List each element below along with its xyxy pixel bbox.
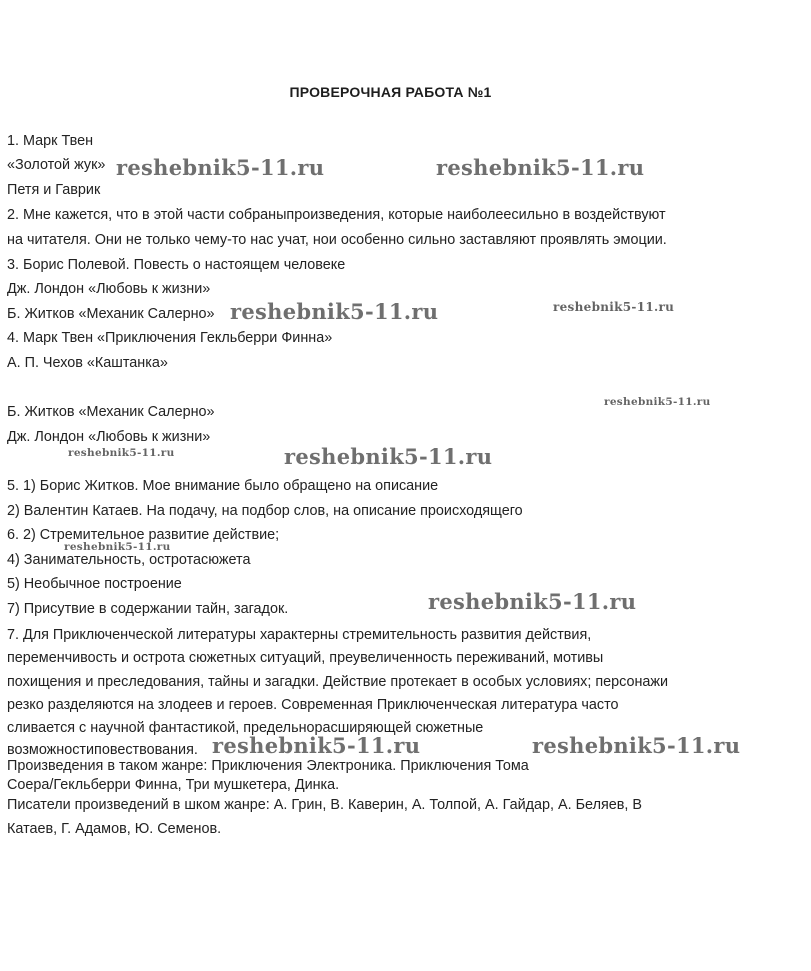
text-line: на читателя. Они не только чему-то нас учат, нои особенно сильно заставляют проявлять эмоции. — [7, 232, 667, 248]
text-line: «Золотой жук» — [7, 157, 106, 173]
text-line: 2) Валентин Катаев. На подачу, на подбор слов, на описание происходящего — [7, 503, 523, 519]
text-line: 1. Марк Твен — [7, 133, 94, 149]
text-line: Писатели произведений в шком жанре: А. Грин, В. Каверин, А. Толпой, А. Гайдар, А. Беляев, В — [7, 797, 643, 813]
text-line: Дж. Лондон «Любовь к жизни» — [7, 429, 211, 445]
watermark: reshebnik5-11.ru — [428, 589, 637, 614]
text-line: 7. Для Приключенческой литературы характерны стремительность развития действия, — [7, 627, 592, 643]
watermark: reshebnik5-11.ru — [64, 541, 171, 553]
text-line: резко разделяются на злодеев и героев. Современная Приключенческая литература часто — [7, 697, 619, 713]
text-line: 4. Марк Твен «Приключения Гекльберри Финна» — [7, 330, 333, 346]
watermark: reshebnik5-11.ru — [284, 444, 493, 469]
watermark: reshebnik5-11.ru — [68, 447, 175, 459]
text-line: Произведения в таком жанре: Приключения Электроника. Приключения Тома — [7, 758, 529, 774]
watermark: reshebnik5-11.ru — [116, 155, 325, 180]
watermark: reshebnik5-11.ru — [436, 155, 645, 180]
text-line: похищения и преследования, тайны и загадки. Действие протекает в особых условиях; персонажи — [7, 674, 669, 690]
text-line: 3. Борис Полевой. Повесть о настоящем человеке — [7, 257, 346, 273]
text-line: 2. Мне кажется, что в этой части собраныпроизведения, которые наиболеесильно в воздействуют — [7, 207, 666, 223]
watermark: reshebnik5-11.ru — [212, 733, 421, 758]
text-line: Петя и Гаврик — [7, 182, 101, 198]
watermark: reshebnik5-11.ru — [532, 733, 741, 758]
text-line: 4) Занимательность, остротасюжета — [7, 552, 251, 568]
watermark: reshebnik5-11.ru — [604, 396, 711, 408]
page-title: ПРОВЕРОЧНАЯ РАБОТА №1 — [289, 84, 492, 100]
text-line: Б. Житков «Механик Салерно» — [7, 404, 215, 420]
text-line: 5. 1) Борис Житков. Мое внимание было обращено на описание — [7, 478, 439, 494]
text-line: 5) Необычное построение — [7, 576, 182, 592]
watermark: reshebnik5-11.ru — [553, 300, 675, 314]
text-line: переменчивость и острота сюжетных ситуаций, преувеличенность переживаний, мотивы — [7, 650, 604, 666]
text-line: Катаев, Г. Адамов, Ю. Семенов. — [7, 821, 222, 837]
text-line: сливается с научной фантастикой, предельнорасширяющей сюжетные — [7, 720, 484, 736]
text-line: 6. 2) Стремительное развитие действие; — [7, 527, 280, 543]
text-line: возможностиповествования. — [7, 742, 198, 758]
text-line: А. П. Чехов «Каштанка» — [7, 355, 168, 371]
text-line: 7) Присутвие в содержании тайн, загадок. — [7, 601, 289, 617]
text-line: Б. Житков «Механик Салерно» — [7, 306, 215, 322]
text-line: Дж. Лондон «Любовь к жизни» — [7, 281, 211, 297]
text-line: Соера/Гекльберри Финна, Три мушкетера, Динка. — [7, 777, 340, 793]
watermark: reshebnik5-11.ru — [230, 299, 439, 324]
